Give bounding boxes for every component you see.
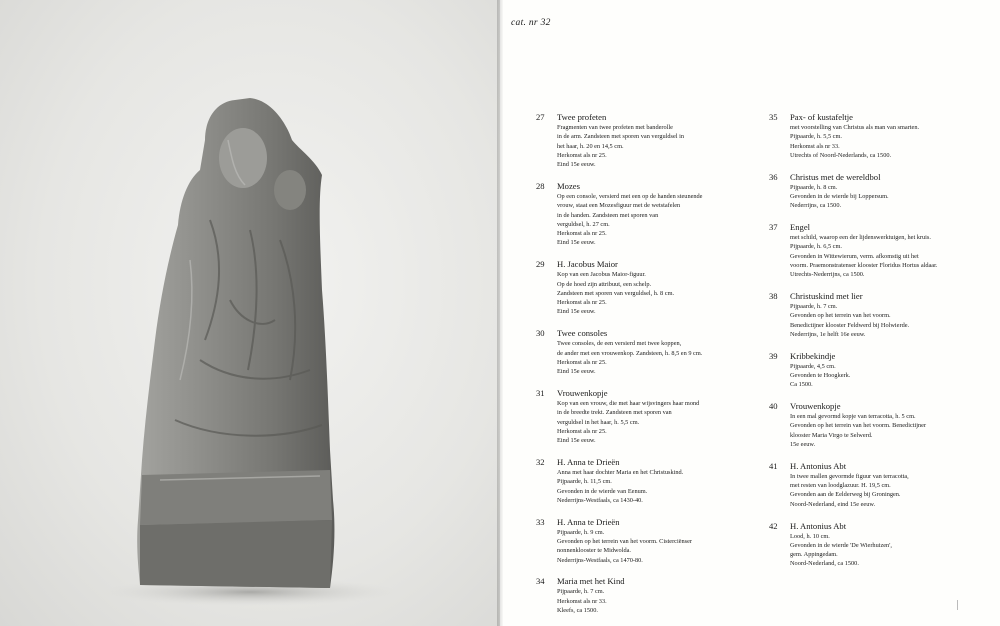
entry-description-line: in de arm. Zandsteen met sporen van verguldsel in bbox=[557, 133, 685, 141]
entry-description-line: In twee mallen gevormde figuur van terracotta, bbox=[790, 472, 909, 480]
catalog-entry bbox=[536, 388, 756, 445]
entry-description-line: In een mal gevormd kopje van terracotta, h. 5 cm. bbox=[790, 413, 916, 421]
entry-description-line: Benedictijner klooster Feldwerd bij Holwierde. bbox=[790, 321, 910, 329]
entry-description-line: Gevonden in de wierde bij Loppersum. bbox=[790, 192, 889, 200]
catalog-reference: cat. nr 32 bbox=[511, 18, 551, 28]
entry-description-line: verguldsel, h. 27 cm. bbox=[557, 220, 610, 228]
entry-description-line: Kleefs, ca 1500. bbox=[557, 606, 598, 614]
catalog-entry bbox=[769, 222, 989, 279]
entry-description-line: Nederrijns-Westfaals, ca 1470-80. bbox=[557, 556, 643, 564]
entry-description-line: Eind 15e eeuw. bbox=[557, 308, 596, 316]
entry-description-line: in de handen. Zandsteen met sporen van bbox=[557, 211, 659, 219]
catalog-entry bbox=[769, 401, 989, 449]
entry-description-line: Eind 15e eeuw. bbox=[557, 239, 596, 247]
entry-number: 32 bbox=[536, 456, 545, 467]
catalog-column-left bbox=[536, 112, 756, 615]
entry-description-line: de ander met een vrouwenkop. Zandsteen, h. 8,5 en 9 cm. bbox=[557, 349, 703, 357]
entry-number: 34 bbox=[536, 576, 545, 587]
entry-description-line: Anna met haar dochter Maria en het Christuskind. bbox=[557, 468, 684, 476]
entry-description-line: Gevonden in de wierde van Eenum. bbox=[557, 487, 648, 495]
catalog-entry bbox=[769, 112, 989, 160]
entry-title: Christus met de wereldbol bbox=[790, 171, 881, 182]
entry-number: 29 bbox=[536, 259, 545, 270]
entry-description-line: Ca 1500. bbox=[790, 381, 813, 389]
entry-title: Christuskind met lier bbox=[790, 291, 863, 302]
entry-title: H. Anna te Drieën bbox=[557, 456, 620, 467]
entry-title: Twee profeten bbox=[557, 112, 607, 122]
catalog-entry bbox=[769, 172, 989, 211]
entry-title: Maria met het Kind bbox=[557, 576, 625, 587]
entry-description-line: Eind 15e eeuw. bbox=[557, 161, 596, 169]
entry-description-line: met resten van loodglazuur. H. 19,5 cm. bbox=[790, 482, 891, 490]
page-mark bbox=[957, 600, 958, 610]
catalog-entry bbox=[536, 112, 756, 169]
entry-description-line: Nederrijns, ca 1500. bbox=[790, 202, 842, 210]
entry-number: 30 bbox=[536, 328, 545, 339]
entry-description-line: Pijpaarde, h. 9 cm. bbox=[557, 528, 605, 536]
catalog-column-right bbox=[769, 112, 989, 569]
entry-description-line: vrouw, staat een Mozesfiguur met de wetstafelen bbox=[557, 202, 681, 210]
entry-number: 27 bbox=[536, 112, 545, 122]
entry-title: Vrouwenkopje bbox=[557, 387, 608, 398]
entry-description-line: Herkomst als nr 33. bbox=[557, 597, 607, 605]
entry-description-line: Pijpaarde, h. 8 cm. bbox=[790, 183, 838, 191]
catalog-entry bbox=[769, 521, 989, 569]
entry-description-line: Gevonden in Wittewierum, verm. afkomstig uit het bbox=[790, 252, 919, 260]
entry-title: Mozes bbox=[557, 180, 580, 191]
entry-description-line: Herkomst als nr 25. bbox=[557, 427, 607, 435]
entry-description-line: Gevonden op het terrein van het voorm. Benedictijner bbox=[790, 422, 927, 430]
entry-description-line: Pijpaarde, h. 6,5 cm. bbox=[790, 243, 842, 251]
entry-title: H. Jacobus Maior bbox=[557, 259, 618, 270]
entry-description-line: nonnenklooster te Midwolda. bbox=[557, 547, 631, 555]
entry-title: H. Anna te Drieën bbox=[557, 516, 620, 527]
entry-number: 39 bbox=[769, 350, 778, 361]
entry-number: 31 bbox=[536, 387, 545, 398]
entry-description-line: Fragmenten van twee profeten met banderolle bbox=[557, 124, 673, 131]
entry-title: Vrouwenkopje bbox=[790, 401, 841, 412]
entry-description-line: Eind 15e eeuw. bbox=[557, 437, 596, 445]
entry-description-line: Gevonden aan de Eelderweg bij Groningen. bbox=[790, 491, 901, 499]
entry-description-line: Pijpaarde, 4,5 cm. bbox=[790, 362, 836, 370]
catalog-entry bbox=[769, 291, 989, 339]
entry-description-line: Pijpaarde, h. 11,5 cm. bbox=[557, 478, 612, 486]
entry-description-line: Nederrijns, 1e helft 16e eeuw. bbox=[790, 330, 866, 338]
entry-title: Engel bbox=[790, 222, 811, 233]
entry-title: Pax- of kustafeltje bbox=[790, 112, 854, 122]
entry-description-line: gem. Appingedam. bbox=[790, 551, 838, 559]
entry-description-line: Kop van een Jacobus Maior-figuur. bbox=[557, 271, 646, 279]
entry-description-line: Kop van een vrouw, die met haar wijsvingers haar mond bbox=[557, 399, 700, 407]
entry-description-line: Noord-Nederland, eind 15e eeuw. bbox=[790, 500, 876, 508]
entry-description-line: Herkomst als nr 25. bbox=[557, 299, 607, 307]
catalog-entry bbox=[536, 181, 756, 248]
entry-description-line: Herkomst als nr 33. bbox=[790, 142, 840, 150]
catalog-entry bbox=[769, 351, 989, 390]
catalog-entry bbox=[536, 259, 756, 316]
entry-description-line: het haar, h. 20 en 14,5 cm. bbox=[557, 142, 624, 150]
entry-number: 40 bbox=[769, 401, 778, 412]
entry-description-line: Pijpaarde, h. 5,5 cm. bbox=[790, 133, 842, 141]
entry-description-line: Pijpaarde, h. 7 cm. bbox=[790, 303, 838, 311]
entry-description-line: verguldsel in het haar, h. 5,5 cm. bbox=[557, 418, 640, 426]
entry-description-line: voorm. Praemonstratenser klooster Floridus Hortus aldaar. bbox=[790, 261, 938, 269]
entry-number: 41 bbox=[769, 460, 778, 471]
entry-title: H. Antonius Abt bbox=[790, 460, 847, 471]
entry-description-line: Herkomst als nr 25. bbox=[557, 230, 607, 238]
entry-title: H. Antonius Abt bbox=[790, 520, 847, 531]
entry-description-line: Twee consoles, de een versierd met twee koppen, bbox=[557, 340, 682, 348]
entry-number: 33 bbox=[536, 516, 545, 527]
catalog-entry bbox=[536, 576, 756, 615]
entry-number: 28 bbox=[536, 180, 545, 191]
entry-number: 36 bbox=[769, 171, 778, 182]
entry-description-line: Gevonden op het terrein van het voorm. bbox=[790, 312, 891, 320]
entry-number: 42 bbox=[769, 520, 778, 531]
entry-description-line: klooster Maria Virgo te Selwerd. bbox=[790, 431, 873, 439]
entry-description-line: Pijpaarde, h. 7 cm. bbox=[557, 588, 605, 596]
entry-description-line: met schild, waarop een der lijdenswerktuigen, het kruis. bbox=[790, 234, 931, 242]
entry-description-line: Gevonden op het terrein van het voorm. Cisterciënser bbox=[557, 537, 692, 545]
entry-description-line: Zandsteen met sporen van verguldsel, h. 8 cm. bbox=[557, 289, 675, 297]
entry-number: 35 bbox=[769, 112, 778, 122]
statue-base-lower bbox=[140, 520, 332, 588]
entry-number: 37 bbox=[769, 222, 778, 233]
entry-description-line: Op een console, versierd met een op de handen steunende bbox=[557, 192, 703, 200]
catalog-entry bbox=[769, 461, 989, 509]
catalog-entry bbox=[536, 328, 756, 376]
statue-head bbox=[219, 128, 267, 188]
statue-child-head bbox=[274, 170, 306, 210]
entry-description-line: Utrechts-Nederrijns, ca 1500. bbox=[790, 271, 865, 279]
entry-description-line: Lood, h. 10 cm. bbox=[790, 532, 830, 540]
entry-description-line: Gevonden te Hoogkerk. bbox=[790, 372, 851, 380]
entry-description-line: Eind 15e eeuw. bbox=[557, 368, 596, 376]
catalog-entry bbox=[536, 517, 756, 565]
entry-description-line: Gevonden in de wierde 'De Wierhuizen', bbox=[790, 541, 892, 549]
entry-title: Kribbekindje bbox=[790, 350, 836, 361]
entry-description-line: in de breedte trekt. Zandsteen met sporen van bbox=[557, 409, 672, 417]
entry-description-line: met voorstelling van Christus als man van smarten. bbox=[790, 124, 920, 131]
entry-description-line: Noord-Nederland, ca 1500. bbox=[790, 560, 859, 568]
entry-description-line: Utrechts of Noord-Nederlands, ca 1500. bbox=[790, 151, 892, 159]
entry-description-line: Herkomst als nr 25. bbox=[557, 151, 607, 159]
entry-number: 38 bbox=[769, 291, 778, 302]
entry-description-line: 15e eeuw. bbox=[790, 441, 816, 449]
entry-description-line: Herkomst als nr 25. bbox=[557, 358, 607, 366]
entry-description-line: Op de hoed zijn attribuut, een schelp. bbox=[557, 280, 652, 288]
entry-title: Twee consoles bbox=[557, 328, 608, 339]
entry-description-line: Nederrijns-Westfaals, ca 1430-40. bbox=[557, 496, 643, 504]
catalog-entry bbox=[536, 457, 756, 505]
